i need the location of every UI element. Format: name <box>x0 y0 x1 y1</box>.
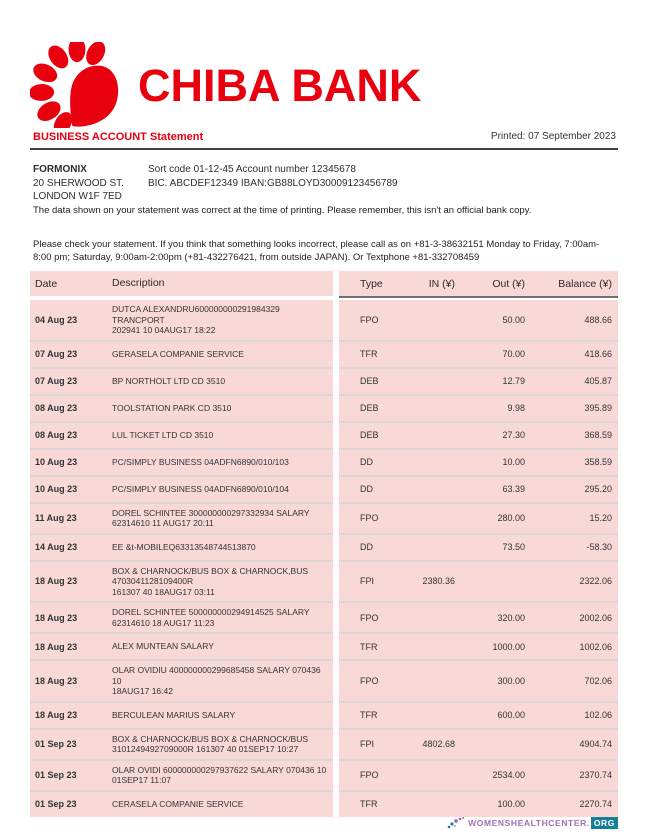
row-out: 10.00 <box>502 457 525 467</box>
row-description <box>112 480 333 499</box>
table-row <box>30 790 618 817</box>
row-date: 01 Sep 23 <box>35 739 77 749</box>
row-type: FPO <box>360 770 379 780</box>
table-row <box>30 533 618 560</box>
row-out: 50.00 <box>502 314 525 325</box>
table-row <box>30 632 618 659</box>
watermark-dots-icon <box>446 815 466 831</box>
row-type: FPI <box>360 576 375 587</box>
row-balance: 295.20 <box>584 484 612 494</box>
sort-code-account-number: Sort code 01-12-45 Account number 12345678 <box>148 164 356 175</box>
row-desc-line1: DOREL SCHINTEE 300000000297332934 SALARY <box>112 507 310 518</box>
row-balance: 488.66 <box>584 314 612 325</box>
row-desc-line2: 18AUG17 16:42 <box>112 686 173 696</box>
row-description <box>112 761 333 790</box>
col-header-type: Type <box>360 277 383 290</box>
row-description <box>112 661 333 701</box>
row-desc-line1: OLAR OVIDIU 400000000299685458 SALARY 070436 10 <box>112 665 321 686</box>
row-date: 18 Aug 23 <box>35 576 78 587</box>
row-desc-line1: BERCULEAN MARIUS SALARY <box>112 709 236 720</box>
row-description <box>112 795 333 814</box>
table-row <box>30 421 618 448</box>
row-balance: 2002.06 <box>579 612 612 623</box>
row-description <box>112 538 333 557</box>
account-holder: FORMONIX <box>33 164 87 175</box>
row-out: 63.39 <box>502 484 525 494</box>
table-row <box>30 728 618 759</box>
row-description <box>112 426 333 445</box>
row-desc-line1: BOX & CHARNOCK/BUS BOX & CHARNOCK,BUS 4703041128109400R <box>112 565 309 586</box>
col-header-date: Date <box>35 277 58 290</box>
site-watermark <box>446 815 618 831</box>
row-type: TFR <box>360 641 378 652</box>
row-desc-line1: OLAR OVIDI 600000000297937622 SALARY 070436 10 <box>112 764 327 775</box>
row-out: 70.00 <box>502 349 525 359</box>
table-header <box>30 271 618 298</box>
row-desc-line1: DOREL SCHINTEE 500000000294914525 SALARY <box>112 607 310 617</box>
table-row <box>30 394 618 421</box>
row-balance: 358.59 <box>584 457 612 467</box>
row-out: 9.98 <box>507 403 525 413</box>
row-out: 320.00 <box>497 612 525 623</box>
row-description <box>112 562 333 602</box>
col-header-in: IN (¥) <box>428 277 455 290</box>
row-desc-line1: GERASELA COMPANIE SERVICE <box>112 348 244 359</box>
table-row <box>30 701 618 728</box>
row-type: TFR <box>360 799 378 809</box>
row-date: 18 Aug 23 <box>35 641 78 652</box>
col-header-balance: Balance (¥) <box>558 277 612 290</box>
watermark-text: WOMENSHEALTHCENTER. <box>468 818 590 828</box>
table-row <box>30 340 618 367</box>
row-description <box>112 637 333 656</box>
row-desc-line1: DUTCA ALEXANDRU600000000291984329 TRANCPORT <box>112 304 280 325</box>
row-desc-line2: 62314610 11 AUG17 20:11 <box>112 518 214 528</box>
row-balance: 405.87 <box>584 376 612 386</box>
transactions-table <box>30 271 618 817</box>
row-out: 2534.00 <box>492 770 525 780</box>
row-date: 14 Aug 23 <box>35 542 78 552</box>
row-out: 100.00 <box>497 799 525 809</box>
row-balance: 418.66 <box>584 349 612 359</box>
col-header-out: Out (¥) <box>492 277 525 290</box>
row-type: TFR <box>360 710 378 720</box>
row-balance: 2322.06 <box>579 576 612 587</box>
row-out: 73.50 <box>502 542 525 552</box>
row-balance: 2370.74 <box>579 770 612 780</box>
row-date: 18 Aug 23 <box>35 612 78 623</box>
row-type: FPO <box>360 612 379 623</box>
table-row <box>30 475 618 502</box>
row-type: DD <box>360 484 373 494</box>
row-type: FPI <box>360 739 375 749</box>
row-type: DEB <box>360 376 379 386</box>
row-out: 280.00 <box>497 513 525 523</box>
row-date: 08 Aug 23 <box>35 403 78 413</box>
row-type: DD <box>360 542 373 552</box>
row-balance: 395.89 <box>584 403 612 413</box>
address-line-1: 20 SHERWOOD ST. <box>33 177 124 189</box>
row-desc-line1: TOOLSTATION PARK CD 3510 <box>112 402 232 413</box>
row-date: 18 Aug 23 <box>35 710 78 720</box>
row-out: 12.79 <box>502 376 525 386</box>
row-description <box>112 504 333 533</box>
row-desc-line1: PC/SIMPLY BUSINESS 04ADFN6890/010/104 <box>112 483 289 494</box>
row-balance: 15.20 <box>589 513 612 523</box>
contact-notice: Please check your statement. If you think that something looks incorrect, please call as on +81-3-38632151 Monday to Friday, 7:00am-8:00 pm; Saturday, 9:00am-2:00pm (+81-432276421, from outside JAPAN). Or Textphone +81-332708459 <box>33 239 600 263</box>
accuracy-notice: The data shown on your statement was correct at the time of printing. Please remember, this isn't an official bank copy. <box>33 205 532 216</box>
printed-date: Printed: 07 September 2023 <box>490 131 616 142</box>
row-description <box>112 603 333 632</box>
row-desc-line1: BP NORTHOLT LTD CD 3510 <box>112 375 226 386</box>
account-address <box>33 163 124 204</box>
watermark-org-badge: ORG <box>591 817 618 830</box>
row-type: FPO <box>360 513 379 523</box>
row-balance: 1002.06 <box>579 641 612 652</box>
row-balance: -58.30 <box>586 542 612 552</box>
row-desc-line1: ALEX MUNTEAN SALARY <box>112 641 214 652</box>
row-desc-line1: BOX & CHARNOCK/BUS BOX & CHARNOCK/BUS <box>112 733 309 744</box>
row-date: 18 Aug 23 <box>35 675 78 686</box>
row-date: 04 Aug 23 <box>35 314 78 325</box>
table-row <box>30 659 618 701</box>
row-date: 07 Aug 23 <box>35 376 78 386</box>
row-description <box>112 706 333 725</box>
row-desc-line2: 161307 40 18AUG17 03:11 <box>112 586 215 597</box>
row-desc-line1: CERASELA COMPANIE SERVICE <box>112 798 244 809</box>
row-desc-line1: EE &t-MOBILEQ63313548744513870 <box>112 541 256 552</box>
row-type: FPO <box>360 675 379 686</box>
table-row <box>30 560 618 602</box>
row-date: 08 Aug 23 <box>35 430 78 440</box>
row-out: 1000.00 <box>492 641 525 652</box>
row-balance: 702.06 <box>584 675 612 686</box>
row-balance: 2270.74 <box>579 799 612 809</box>
row-desc-line2: 01SEP17 11:07 <box>112 775 171 785</box>
row-type: TFR <box>360 349 378 359</box>
row-date: 10 Aug 23 <box>35 484 78 494</box>
row-date: 10 Aug 23 <box>35 457 78 467</box>
bank-logo <box>30 42 421 128</box>
row-description <box>112 453 333 472</box>
row-out: 300.00 <box>497 675 525 686</box>
row-description <box>112 399 333 418</box>
account-numbers <box>148 163 398 190</box>
table-row <box>30 502 618 533</box>
row-description <box>112 372 333 391</box>
table-row <box>30 601 618 632</box>
row-balance: 102.06 <box>584 710 612 720</box>
table-row <box>30 759 618 790</box>
table-row <box>30 298 618 340</box>
address-line-2: LONDON W1F 7ED <box>33 191 122 202</box>
row-date: 07 Aug 23 <box>35 349 78 359</box>
row-in: 4802.68 <box>422 739 455 749</box>
row-type: DD <box>360 457 373 467</box>
row-desc-line2: 62314610 18 AUG17 11:23 <box>112 617 215 628</box>
row-date: 11 Aug 23 <box>35 513 77 523</box>
table-body <box>30 298 618 817</box>
table-row <box>30 367 618 394</box>
row-balance: 4904.74 <box>579 739 612 749</box>
bic-iban: BIC. ABCDEF12349 IBAN:GB88LOYD30009123456789 <box>148 177 398 189</box>
statement-title: BUSINESS ACCOUNT Statement <box>33 131 204 143</box>
header-divider <box>30 148 618 150</box>
col-header-description: Description <box>112 277 165 290</box>
row-desc-line1: PC/SIMPLY BUSINESS 04ADFN6890/010/103 <box>112 456 289 467</box>
row-description <box>112 730 333 759</box>
table-row <box>30 448 618 475</box>
row-type: FPO <box>360 314 379 325</box>
row-date: 01 Sep 23 <box>35 770 77 780</box>
row-out: 27.30 <box>502 430 525 440</box>
flower-logo-icon <box>30 42 124 128</box>
row-description <box>112 300 333 340</box>
row-out: 600.00 <box>497 710 525 720</box>
row-in: 2380.36 <box>422 576 455 587</box>
row-desc-line2: 3101249492709000R 161307 40 01SEP17 10:27 <box>112 744 299 754</box>
row-description <box>112 345 333 364</box>
row-type: DEB <box>360 403 379 413</box>
row-desc-line1: LUL TICKET LTD CD 3510 <box>112 429 214 440</box>
row-balance: 368.59 <box>584 430 612 440</box>
row-desc-line2: 202941 10 04AUG17 18:22 <box>112 325 216 335</box>
row-date: 01 Sep 23 <box>35 799 77 809</box>
row-type: DEB <box>360 430 379 440</box>
bank-name: CHIBA BANK <box>138 60 422 111</box>
